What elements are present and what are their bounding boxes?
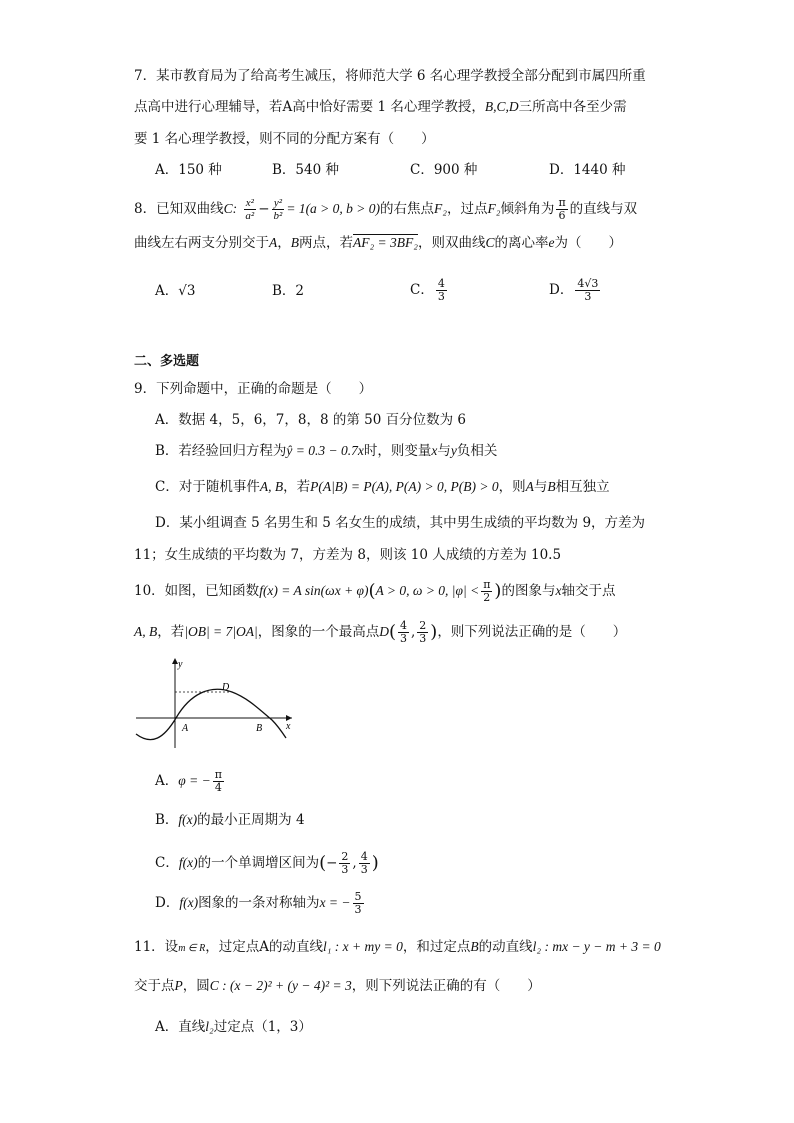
q11-t3: 的动直线 bbox=[478, 939, 533, 955]
q8-f2: F₂ bbox=[434, 201, 447, 216]
q8-opt-c-label: C． bbox=[410, 282, 434, 298]
q8-option-a bbox=[155, 281, 195, 301]
q11-l2b: ，圆 bbox=[182, 978, 210, 994]
q7-line2-text: 点高中进行心理辅导，若A高中恰好需要 1 名心理学教授， bbox=[134, 99, 485, 115]
q8-option-c bbox=[410, 272, 449, 308]
q8-comma: ， bbox=[277, 235, 291, 251]
q10-opt-c-d2: 3 bbox=[360, 863, 368, 876]
q7-option-c: C．900 种 bbox=[410, 162, 478, 178]
q9-option-b bbox=[155, 441, 497, 461]
q8-opt-c-den: 3 bbox=[437, 290, 445, 303]
q7-line2 bbox=[134, 97, 627, 117]
q7-line3: 要 1 名心理学教授，则不同的分配方案有（ ） bbox=[134, 131, 435, 147]
q11-p: P bbox=[174, 978, 183, 993]
q8-a2: a² bbox=[245, 210, 255, 222]
q10-opt-d-x: x = − bbox=[319, 895, 351, 910]
q10-opt-c-label: C． bbox=[155, 855, 179, 871]
q10-opt-b-text: 的最小正周期为 4 bbox=[197, 812, 305, 828]
section-heading: 二、多选题 bbox=[134, 354, 200, 369]
q7-line2-tail: 三所高中各至少需 bbox=[518, 99, 627, 115]
q8-b: B bbox=[290, 235, 299, 250]
q9-stem: 9．下列命题中，正确的命题是（ ） bbox=[134, 381, 373, 397]
q8-curve: C: bbox=[223, 201, 238, 216]
q10-cond: A > 0, ω > 0, |φ| < bbox=[375, 583, 480, 598]
q8-mid3: 倾斜角为 bbox=[500, 201, 555, 217]
q8-l2c: ，则双曲线 bbox=[417, 235, 486, 251]
q10-opt-c-n1: 2 bbox=[341, 850, 349, 863]
q7-option-a: A．150 种 bbox=[155, 162, 222, 178]
q10-opt-d-label: D． bbox=[155, 895, 180, 911]
q10-opt-c-n2: 4 bbox=[360, 850, 368, 863]
q9-b-y: y bbox=[450, 443, 457, 458]
q10-l2e: ，则下列说法正确的是（ ） bbox=[437, 624, 627, 640]
q8-opt-c-frac bbox=[436, 278, 447, 303]
q9-c-if: ，若 bbox=[283, 479, 311, 495]
q10-option-c: C．f(x)的一个单调增区间为(− $\frac{2}{3}$ , $\frac{4}{3}$ ) bbox=[155, 850, 379, 876]
q10-frac-pi2 bbox=[481, 579, 492, 604]
q10-opt-c-text: 的一个单调增区间为 bbox=[197, 855, 320, 871]
q9-b-eq: ŷ = 0.3 − 0.7x bbox=[286, 443, 364, 458]
q8-vector-eq: AF₂ = 3BF₂ bbox=[353, 235, 418, 250]
q10-opt-a-frac bbox=[213, 769, 224, 794]
q7-line1: 7．某市教育局为了给高考生减压，将师范大学 6 名心理学教授全部分配到市属四所重 bbox=[134, 68, 646, 84]
q8-eq-tail: = 1(a > 0, b > 0) bbox=[286, 201, 381, 216]
q8-mid: 的右焦点 bbox=[380, 201, 435, 217]
q11-line2 bbox=[134, 976, 541, 996]
q10-l2b: ，若 bbox=[157, 624, 185, 640]
q9-b-end: 负相关 bbox=[456, 443, 498, 459]
q8-six: 6 bbox=[558, 209, 566, 222]
q9-b-post: 时，则变量 bbox=[363, 443, 432, 459]
q8-l2a: 曲线左右两支分别交于 bbox=[134, 235, 269, 251]
q11-pre: 11．设 bbox=[134, 939, 179, 955]
q10-opt-d-frac bbox=[353, 891, 364, 916]
q8-opt-a-label: A． bbox=[155, 283, 179, 299]
q10-opt-d-text: 图象的一条对称轴为 bbox=[198, 895, 320, 911]
q9-b-and: 与 bbox=[437, 443, 451, 459]
q10-opt-c-f: f(x) bbox=[178, 855, 198, 870]
q10-two: 2 bbox=[483, 591, 491, 604]
q8-opt-a-val: √3 bbox=[178, 283, 196, 299]
q8-l2e: 为（ ） bbox=[554, 235, 622, 251]
q10-dy-den: 3 bbox=[419, 632, 427, 645]
q8-frac-x bbox=[243, 197, 256, 222]
q11-opt-a-l: l₂ bbox=[205, 1019, 214, 1034]
q7-option-d: D．1440 种 bbox=[549, 162, 626, 178]
q8-opt-d-num: 4√3 bbox=[577, 277, 599, 290]
q8-line2 bbox=[134, 233, 622, 253]
q10-x: x bbox=[555, 583, 562, 598]
q9-c-pre: C．对于随机事件 bbox=[155, 479, 260, 495]
q10-dx bbox=[398, 620, 409, 645]
q10-dy bbox=[417, 620, 428, 645]
q8-option-d bbox=[549, 272, 602, 308]
q8-f2b: F₂ bbox=[487, 201, 501, 216]
q10-dx-den: 3 bbox=[399, 632, 407, 645]
q11-l2c: ，则下列说法正确的有（ ） bbox=[351, 978, 541, 994]
q8-opt-d-frac bbox=[575, 278, 600, 303]
q11-opt-a-post: 过定点（1，3） bbox=[213, 1019, 312, 1035]
q10-opt-b-f: f(x) bbox=[178, 812, 198, 827]
graph-d-label: D bbox=[222, 682, 230, 693]
q10-sine-graph bbox=[132, 654, 298, 750]
q9-option-c bbox=[155, 477, 610, 497]
q10-post2: 轴交于点 bbox=[561, 583, 616, 599]
q10-dy-num: 2 bbox=[419, 619, 427, 632]
q10-post: 的图象与 bbox=[501, 583, 556, 599]
q8-option-b: B．2 bbox=[272, 283, 305, 299]
q10-option-a bbox=[155, 763, 226, 799]
q8-line1: 8．已知双曲线C: $\frac{\text{x²}}{\text{a²}}$ − $\frac{\text{y²}}{\text{b²}}$ = 1(a > 0, b > 0)的右焦点F₂，过点F₂倾斜角为 $\frac{\pi}{6}$ 的直线与双 bbox=[134, 196, 638, 222]
q8-x2: x² bbox=[245, 197, 254, 209]
q11-line1 bbox=[134, 937, 661, 959]
q11-l2: l₂ : mx − y − m + 3 = 0 bbox=[532, 939, 661, 954]
q9-c-end: 相互独立 bbox=[555, 479, 610, 495]
q10-opt-a-phi: φ = − bbox=[178, 773, 211, 788]
q7-schools: B,C,D bbox=[484, 99, 519, 114]
q8-l2b: 两点，若 bbox=[299, 235, 353, 251]
q9-c-eq: P(A|B) = P(A), P(A) > 0, P(B) > 0 bbox=[310, 479, 499, 494]
q9-option-d-line2: 11；女生成绩的平均数为 7，方差为 8，则该 10 人成绩的方差为 10.5 bbox=[134, 547, 562, 563]
q8-mid2: ，过点 bbox=[446, 201, 488, 217]
q11-t2: ，和过定点 bbox=[402, 939, 471, 955]
q9-c-ab: A, B bbox=[259, 479, 284, 494]
q10-option-d bbox=[155, 885, 366, 921]
q9-c-with: 与 bbox=[533, 479, 548, 495]
q8-frac-y bbox=[272, 197, 285, 222]
q9-option-a: A．数据 4，5，6，7，8，8 的第 50 百分位数为 6 bbox=[155, 412, 467, 428]
q10-d: D bbox=[379, 624, 389, 639]
q10-ab: A, B bbox=[134, 624, 158, 639]
q8-pre: 8．已知双曲线 bbox=[134, 201, 224, 217]
q8-e: e bbox=[548, 235, 555, 250]
q7-option-b: B．540 种 bbox=[272, 162, 339, 178]
q10-opt-c-d1: 3 bbox=[341, 863, 349, 876]
q8-opt-d-den: 3 bbox=[584, 290, 592, 303]
q11-b: B bbox=[470, 939, 479, 954]
q9-c-b: B bbox=[547, 479, 556, 494]
q11-circle: C : (x − 2)² + (y − 4)² = 3 bbox=[209, 978, 352, 993]
q10-option-b bbox=[155, 810, 305, 830]
q11-option-a bbox=[155, 1017, 312, 1037]
q8-opt-c-num: 4 bbox=[437, 277, 445, 290]
graph-y-label: y bbox=[178, 659, 183, 670]
q10-f: f(x) = A sin(ωx + φ) bbox=[259, 583, 369, 598]
q10-opt-d-num: 5 bbox=[354, 890, 362, 903]
q9-option-d-line1: D．某小组调查 5 名男生和 5 名女生的成绩，其中男生成绩的平均数为 9，方差为 bbox=[155, 515, 646, 531]
q8-a: A bbox=[269, 235, 278, 250]
q10-opt-a-den: 4 bbox=[214, 781, 222, 794]
q10-line1: 10．如图，已知函数f(x) = A sin(ωx + φ)(A > 0, ω > 0, |φ| < $\frac{\pi}{2}$ )的图象与x轴交于点 bbox=[134, 578, 616, 604]
q8-b2: b² bbox=[273, 210, 283, 222]
q8-c: C bbox=[485, 235, 495, 250]
q11-t1: ，过定点A的动直线 bbox=[205, 939, 323, 955]
q8-opt-d-label: D． bbox=[549, 282, 574, 298]
q10-pre: 10．如图，已知函数 bbox=[134, 583, 260, 599]
q8-y2: y² bbox=[273, 197, 283, 209]
q8-frac-pi6 bbox=[556, 197, 567, 222]
q11-opt-a-pre: A．直线 bbox=[155, 1019, 206, 1035]
q10-ob-oa: |OB| = 7|OA| bbox=[184, 624, 258, 639]
q9-b-x: x bbox=[431, 443, 438, 458]
q10-opt-d-f: f(x) bbox=[179, 895, 199, 910]
q9-c-then: ，则 bbox=[498, 479, 526, 495]
graph-b-label: B bbox=[256, 723, 263, 734]
q10-l2d: ，图象的一个最高点 bbox=[257, 624, 380, 640]
q11-l2a: 交于点 bbox=[134, 978, 175, 994]
q10-opt-a-label: A． bbox=[155, 773, 179, 789]
q9-b-pre: B．若经验回归方程为 bbox=[155, 443, 287, 459]
q8-l2d: 的离心率 bbox=[494, 235, 549, 251]
graph-a-label: A bbox=[182, 723, 189, 734]
q10-pi: π bbox=[483, 578, 491, 591]
q10-line2: A, B，若|OB| = 7|OA|，图象的一个最高点D( $\frac{4}{3}$ , $\frac{2}{3}$ )，则下列说法正确的是（ ） bbox=[134, 619, 627, 645]
q10-opt-c-frac2 bbox=[359, 851, 370, 876]
q10-dx-num: 4 bbox=[399, 619, 407, 632]
q9-c-a: A bbox=[525, 479, 534, 494]
graph-x-label: x bbox=[286, 721, 291, 732]
q10-opt-b-label: B． bbox=[155, 812, 179, 828]
q11-m: m ∈ R bbox=[178, 943, 206, 954]
q10-opt-a-num: π bbox=[214, 768, 222, 781]
q11-l1: l₁ : x + my = 0 bbox=[322, 939, 403, 954]
q8-pi: π bbox=[558, 196, 566, 209]
q10-opt-d-den: 3 bbox=[354, 903, 362, 916]
q8-end1: 的直线与双 bbox=[569, 201, 638, 217]
sine-curve bbox=[136, 689, 286, 739]
q10-opt-c-frac1 bbox=[339, 851, 350, 876]
